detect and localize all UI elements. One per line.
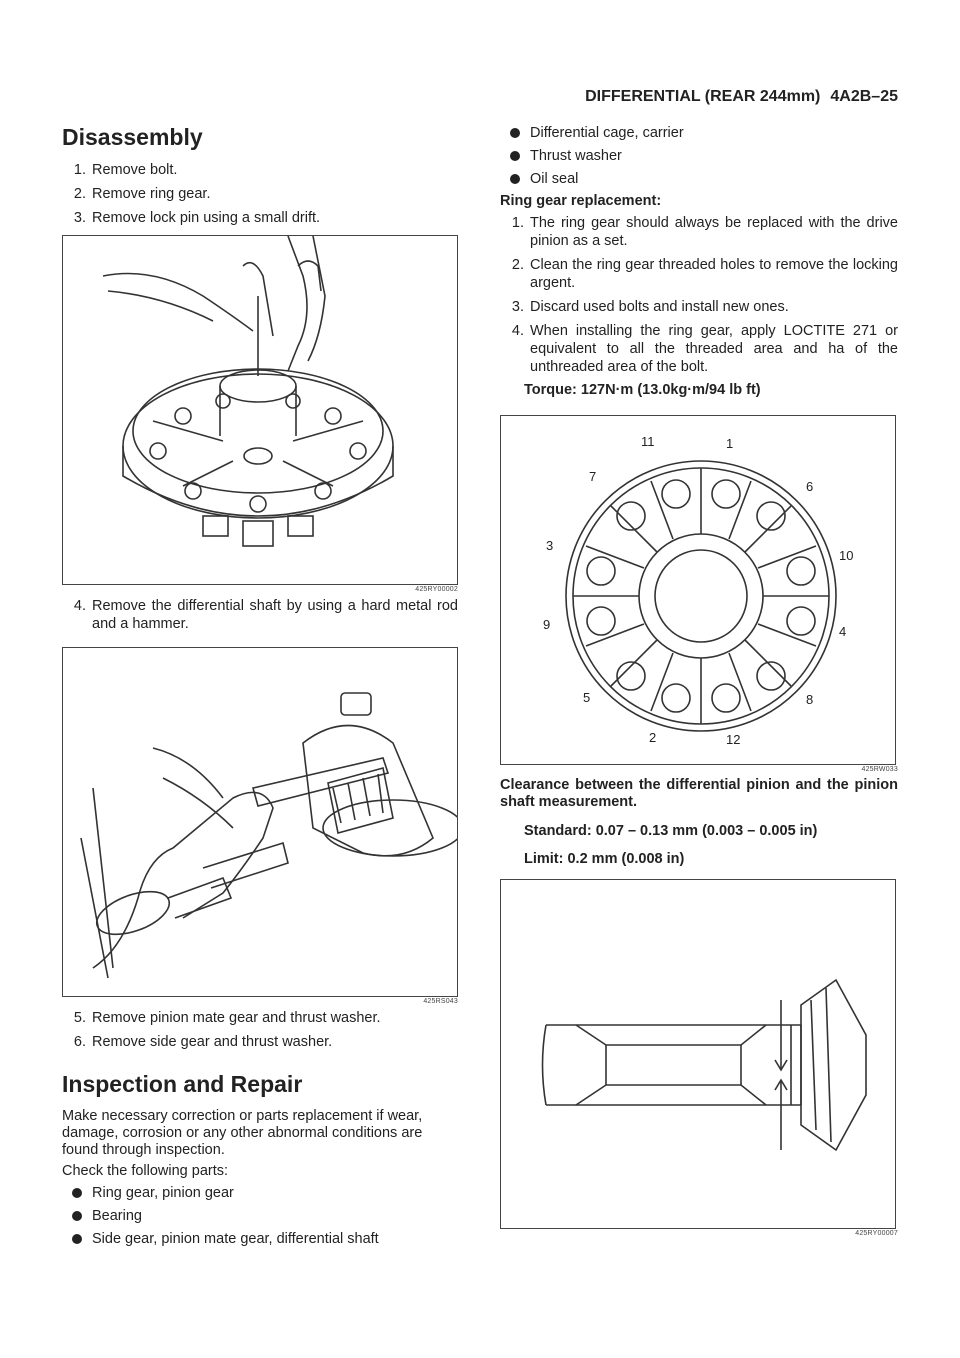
hammer-and-rod-illustration	[63, 648, 457, 996]
page-number: 4A2B–25	[830, 88, 898, 105]
step-text: Remove bolt.	[92, 162, 178, 178]
bolt-label: 10	[839, 548, 854, 563]
step-text: Discard used bolts and install new ones.	[530, 299, 789, 315]
step-number: 1.	[73, 162, 86, 178]
step	[62, 1009, 458, 1027]
figure-code: 425RY00002	[415, 586, 458, 593]
bolt-label: 8	[806, 692, 814, 707]
bolt-label: 5	[583, 690, 591, 705]
step-text: Remove ring gear.	[92, 186, 211, 202]
step-text: When installing the ring gear, apply LOCTITE 271 or equivalent to all the threaded area and ha of the unthreaded area of the bolt.	[530, 323, 898, 375]
bullet-icon	[510, 151, 520, 161]
step	[500, 322, 898, 376]
header-title: DIFFERENTIAL (REAR 244mm)	[585, 88, 821, 105]
step-text: Remove side gear and thrust washer.	[92, 1034, 333, 1050]
list-item-text: Differential cage, carrier	[530, 125, 684, 141]
list-item-text: Oil seal	[530, 171, 579, 187]
left-column	[62, 124, 458, 1253]
list-item	[510, 170, 898, 188]
step-number: 2.	[73, 186, 86, 202]
step-text: Remove lock pin using a small drift.	[92, 210, 321, 226]
step-number: 4.	[73, 598, 86, 614]
bullet-icon	[72, 1211, 82, 1221]
bolt-label: 12	[726, 732, 741, 747]
bolt-label: 9	[543, 617, 551, 632]
step-number: 4.	[511, 323, 524, 339]
bolt-label: 1	[726, 436, 734, 451]
bolt-label: 3	[546, 538, 554, 553]
inspection-heading: Inspection and Repair	[62, 1071, 303, 1097]
step-number: 2.	[511, 257, 524, 273]
limit-spec: Limit: 0.2 mm (0.008 in)	[524, 851, 685, 867]
figure-lock-pin-removal	[62, 235, 458, 585]
step	[500, 256, 898, 292]
parts-list-right	[510, 124, 898, 188]
bullet-icon	[72, 1188, 82, 1198]
figure-bolt-tightening-order	[500, 415, 896, 765]
step	[62, 161, 458, 179]
bullet-icon	[72, 1234, 82, 1244]
bolt-label: 2	[649, 730, 657, 745]
list-item-text: Ring gear, pinion gear	[92, 1185, 234, 1201]
list-item	[72, 1230, 458, 1248]
inspection-intro: Make necessary correction or parts replacement if wear, damage, corrosion or any other abnormal conditions are found through inspection.	[62, 1108, 423, 1158]
step	[62, 1033, 458, 1051]
step-text: Remove pinion mate gear and thrust washer.	[92, 1010, 381, 1026]
bolt-label: 7	[589, 469, 597, 484]
clearance-heading: Clearance between the differential pinion and the pinion shaft measurement.	[500, 777, 898, 810]
bolt-label: 4	[839, 624, 847, 639]
step-number: 5.	[73, 1010, 86, 1026]
disassembly-heading: Disassembly	[62, 124, 203, 150]
ring-gear-bolt-pattern	[501, 416, 895, 764]
step	[62, 185, 458, 203]
bolt-label: 6	[806, 479, 814, 494]
list-item	[72, 1207, 458, 1225]
right-column	[500, 124, 898, 1241]
step	[500, 298, 898, 316]
step-text: Clean the ring gear threaded holes to remove the locking argent.	[530, 257, 898, 291]
bolt-label: 11	[641, 434, 655, 449]
figure-shaft-removal	[62, 647, 458, 997]
list-item	[510, 124, 898, 142]
list-item-text: Bearing	[92, 1208, 142, 1224]
inspection-check: Check the following parts:	[62, 1163, 229, 1179]
list-item	[72, 1184, 458, 1202]
figure-code: 425RS043	[423, 998, 458, 1005]
parts-list-left	[72, 1184, 458, 1248]
torque-spec: Torque: 127N·m (13.0kg·m/94 lb ft)	[524, 382, 761, 398]
bullet-icon	[510, 174, 520, 184]
step-text: The ring gear should always be replaced with the drive pinion as a set.	[530, 215, 898, 249]
figure-code: 425RY00007	[855, 1230, 898, 1237]
figure-clearance-measurement	[500, 879, 896, 1229]
step-number: 6.	[73, 1034, 86, 1050]
step-number: 3.	[73, 210, 86, 226]
list-item-text: Thrust washer	[530, 148, 622, 164]
pinion-shaft-clearance-illustration	[501, 880, 895, 1228]
figure-code: 425RW033	[861, 766, 898, 773]
page-header	[585, 88, 898, 106]
step-number: 3.	[511, 299, 524, 315]
step	[62, 597, 458, 633]
step	[500, 214, 898, 250]
standard-spec: Standard: 0.07 – 0.13 mm (0.003 – 0.005 in)	[524, 823, 818, 839]
step-text: Remove the differential shaft by using a hard metal rod and a hammer.	[92, 598, 458, 632]
differential-case-drift-illustration	[63, 236, 457, 584]
list-item	[510, 147, 898, 165]
ring-gear-heading: Ring gear replacement:	[500, 193, 662, 209]
step-number: 1.	[511, 215, 524, 231]
step	[62, 209, 458, 227]
list-item-text: Side gear, pinion mate gear, differential shaft	[92, 1231, 379, 1247]
bullet-icon	[510, 128, 520, 138]
